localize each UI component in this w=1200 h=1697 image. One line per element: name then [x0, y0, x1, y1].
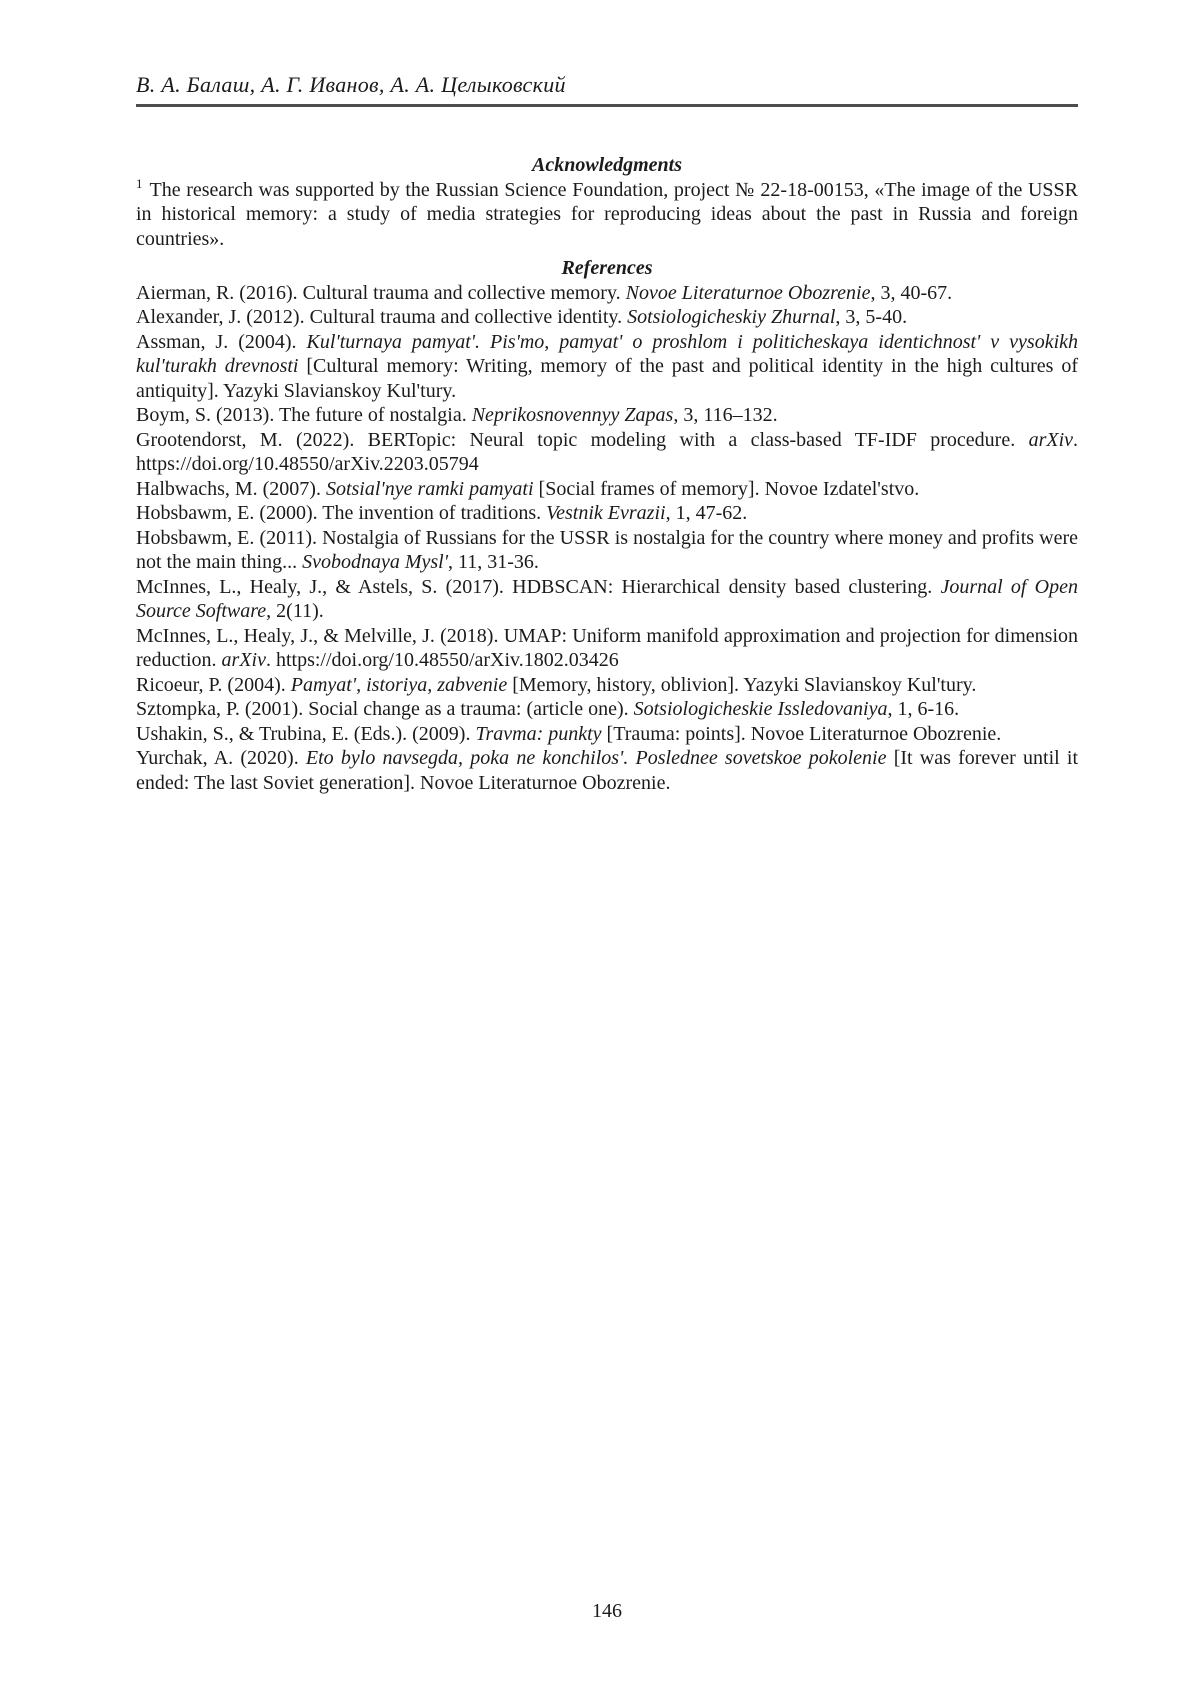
page-content: [136, 0, 1078, 795]
reference-entry: Hobsbawm, E. (2000). The invention of traditions. Vestnik Evrazii, 1, 47-62.: [136, 502, 748, 525]
reference-entry: McInnes, L., Healy, J., & Astels, S. (2017). HDBSCAN: Hierarchical density based clustering. Journal of Open Source Software, 2(11).: [136, 575, 1079, 623]
acknowledgments-note: [136, 178, 1078, 252]
reference-entry: Aierman, R. (2016). Cultural trauma and collective memory. Novoe Literaturnoe Obozrenie, 3, 40-67.: [136, 281, 953, 304]
reference-entry: Halbwachs, M. (2007). Sotsial'nye ramki pamyati [Social frames of memory]. Novoe Izdatel'stvo.: [136, 477, 920, 500]
reference-entry: Assman, J. (2004). Kul'turnaya pamyat'. Pis'mo, pamyat' o proshlom i politicheskaya identichnost' v vysokikh kul'turakh drevnosti [Cultural memory: Writing, memory of the past and political identity in the high cultures of antiquity]. Yazyki Slavianskoy Kul'tury.: [136, 330, 1079, 402]
references-list: [136, 281, 1078, 796]
reference-entry: Ricoeur, P. (2004). Pamyat', istoriya, zabvenie [Memory, history, oblivion]. Yazyki Slavianskoy Kul'tury.: [136, 673, 977, 696]
reference-entry: Grootendorst, M. (2022). BERTopic: Neural topic modeling with a class-based TF-IDF procedure. arXiv. https://doi.org/10.48550/arXiv.2203.05794: [136, 428, 1078, 476]
reference-entry: Ushakin, S., & Trubina, E. (Eds.). (2009). Travma: punkty [Trauma: points]. Novoe Literaturnoe Obozrenie.: [136, 722, 1002, 745]
acknowledgments-heading: Acknowledgments: [531, 154, 682, 177]
reference-entry: McInnes, L., Healy, J., & Melville, J. (2018). UMAP: Uniform manifold approximation and projection for dimension reduction. arXiv. https://doi.org/10.48550/arXiv.1802.03426: [136, 624, 1078, 672]
reference-entry: Sztompka, P. (2001). Social change as a trauma: (article one). Sotsiologicheskie Issledovaniya, 1, 6-16.: [136, 698, 960, 721]
reference-entry: Boym, S. (2013). The future of nostalgia. Neprikosnovennyy Zapas, 3, 116–132.: [136, 404, 778, 427]
running-head-authors: В. А. Балаш, А. Г. Иванов, А. А. Целыковский: [136, 72, 566, 97]
reference-entry: Hobsbawm, E. (2011). Nostalgia of Russians for the USSR is nostalgia for the country where money and profits were not the main thing... Svobodnaya Mysl', 11, 31-36.: [136, 526, 1078, 574]
page-number: 146: [592, 1600, 622, 1622]
header-rule: [136, 104, 1078, 107]
reference-entry: Alexander, J. (2012). Cultural trauma and collective identity. Sotsiologicheskiy Zhurnal, 3, 5-40.: [136, 306, 908, 329]
references-heading: References: [561, 257, 653, 280]
acknowledgments-note-text: The research was supported by the Russian Science Foundation, project № 22-18-00153, «The image of the USSR in historical memory: a study of media strategies for reproducing ideas about the past in Russia and foreign countries».: [136, 178, 1078, 250]
footnote-marker: 1: [136, 176, 143, 192]
reference-entry: Yurchak, A. (2020). Eto bylo navsegda, poka ne konchilos'. Poslednee sovetskoe pokolenie [It was forever until it ended: The last Soviet generation]. Novoe Literaturnoe Obozrenie.: [136, 747, 1078, 794]
